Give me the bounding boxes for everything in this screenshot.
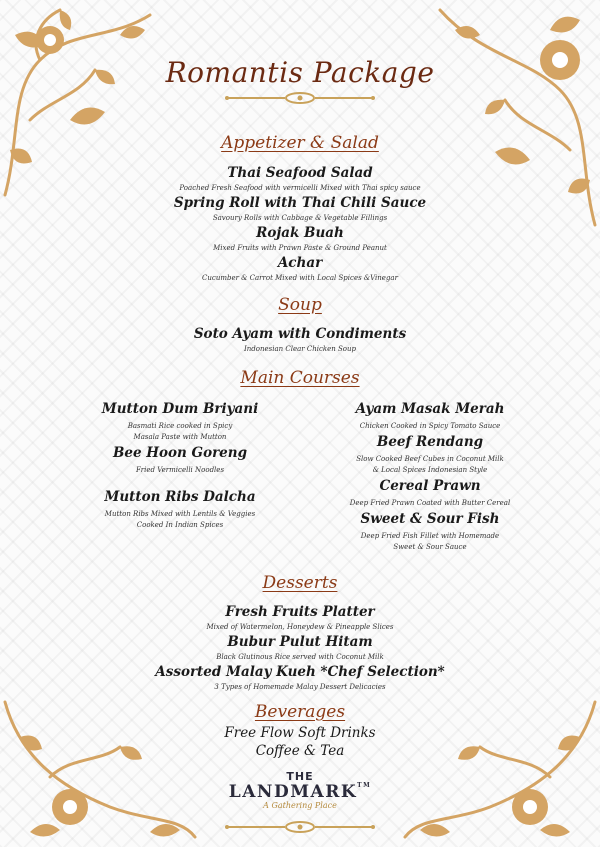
beverage-item: Coffee & Tea <box>255 743 345 759</box>
dish-name: Bee Hoon Goreng <box>112 445 248 461</box>
scroll-divider-top <box>225 91 375 105</box>
dish-description: Chicken Cooked in Spicy Tomato Sauce <box>359 422 501 430</box>
logo-trademark: TM <box>357 782 372 789</box>
dish-description: & Local Spices Indonesian Style <box>372 466 488 474</box>
dish-description: Masala Paste with Mutton <box>133 433 227 441</box>
dish-name: Thai Seafood Salad <box>227 165 373 181</box>
dish-name: Spring Roll with Thai Chili Sauce <box>173 195 427 211</box>
dish-name: Achar <box>277 255 323 271</box>
logo-the: THE <box>286 770 314 783</box>
dish-name: Fresh Fruits Platter <box>225 604 375 620</box>
section-heading-desserts: Desserts <box>262 573 338 593</box>
dish-description: Sweet & Sour Sauce <box>393 543 467 551</box>
dish-description: Poached Fresh Seafood with vermicelli Mixed with Thai spicy sauce <box>179 184 421 192</box>
dish-description: Black Glutinous Rice served with Coconut Milk <box>216 653 384 661</box>
dish-name: Rojak Buah <box>256 225 344 241</box>
section-heading-main: Main Courses <box>240 368 360 388</box>
section-heading-beverages: Beverages <box>254 702 346 722</box>
dish-description: 3 Types of Homemade Malay Dessert Delicacies <box>214 683 386 691</box>
logo-name <box>0 782 600 802</box>
dish-description: Mutton Ribs Mixed with Lentils & Veggies <box>104 510 256 518</box>
dish-description: Mixed of Watermelon, Honeydew & Pineapple Slices <box>206 623 394 631</box>
dish-name: Mutton Ribs Dalcha <box>104 489 256 505</box>
dish-name: Cereal Prawn <box>379 478 481 494</box>
logo-tagline: A Gathering Place <box>263 801 337 810</box>
dish-description: Indonesian Clear Chicken Soup <box>244 345 356 353</box>
logo-name-text: LANDMARK <box>228 782 358 802</box>
dish-name: Mutton Dum Briyani <box>101 401 259 417</box>
beverage-item: Free Flow Soft Drinks <box>224 725 376 741</box>
dish-description: Basmati Rice cooked in Spicy <box>127 422 233 430</box>
dish-description: Deep Fried Fish Fillet with Homemade <box>360 532 500 540</box>
dish-description: Cucumber & Carrot Mixed with Local Spices &Vinegar <box>202 274 398 282</box>
dish-name: Ayam Masak Merah <box>355 401 505 417</box>
menu-title: Romantis Package <box>165 56 435 89</box>
dish-description: Fried Vermicelli Noodles <box>135 466 225 474</box>
dish-description: Savoury Rolls with Cabbage & Vegetable Fillings <box>212 214 388 222</box>
dish-description: Deep Fried Prawn Coated with Butter Cereal <box>349 499 511 507</box>
dish-name: Sweet & Sour Fish <box>360 511 500 527</box>
dish-name: Soto Ayam with Condiments <box>193 326 407 342</box>
dish-description: Cooked In Indian Spices <box>136 521 224 529</box>
dish-name: Bubur Pulut Hitam <box>227 634 373 650</box>
dish-name: Assorted Malay Kueh *Chef Selection* <box>155 664 445 680</box>
dish-description: Mixed Fruits with Prawn Paste & Ground Peanut <box>213 244 387 252</box>
dish-name: Beef Rendang <box>376 434 484 450</box>
section-heading-appetizer: Appetizer & Salad <box>221 133 379 153</box>
scroll-divider-bottom <box>225 820 375 834</box>
section-heading-soup: Soup <box>278 295 322 315</box>
dish-description: Slow Cooked Beef Cubes in Coconut Milk <box>356 455 504 463</box>
